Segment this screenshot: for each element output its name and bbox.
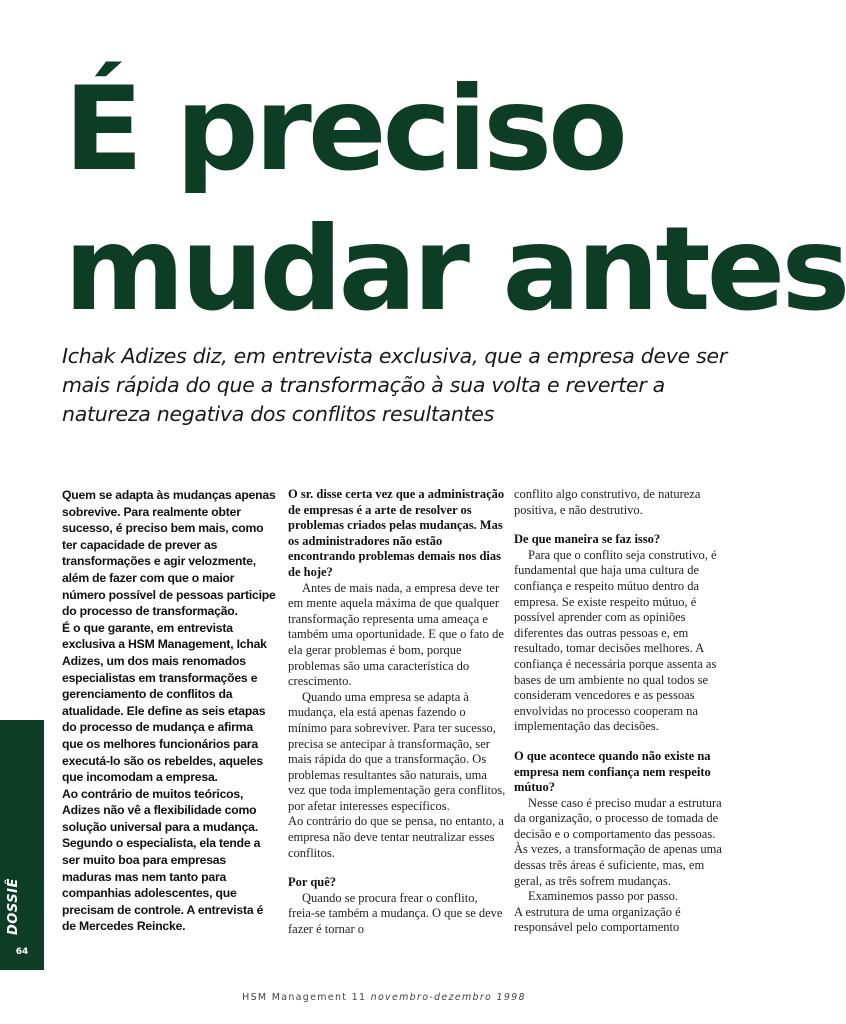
headline-line-1: É preciso: [64, 62, 624, 197]
interview-column-3: [514, 487, 732, 936]
answer-3-paragraph-1: Para que o conflito seja construtivo, é fundamental que haja uma cultura de confiança e respeito mútuo dentro da empresa. Se existe respeito mútuo, é possível aprender com as opiniões diferentes das outras pessoas e, em resultado, tomar decisões melhores. A confiança é necessária porque assenta as bases de um ambiente no qual todos se consideram vencedores e as pessoas envolvidas no processo cooperam na implementação das decisões.: [514, 547, 717, 734]
intro-paragraph-1: Quem se adapta às mudanças apenas sobrevive. Para realmente obter sucesso, é preciso bem mais, como ter capacidade de prever as transformações e agir velozmente, além de fazer com que o maior número possível de pessoas participe do processo de transformação.: [62, 488, 276, 619]
question-1: O sr. disse certa vez que a administração de empresas é a arte de resolver os problemas criados pelas mudanças. Mas os administradores não estão encontrando problemas demais nos dias de hoje?: [288, 487, 505, 579]
interview-column-2: [288, 487, 506, 938]
answer-2-continuation: conflito algo construtivo, de natureza positiva, e não destrutivo.: [514, 487, 701, 517]
answer-4-paragraph-3: A estrutura de uma organização é responsável pelo comportamento: [514, 904, 681, 935]
headline: [64, 60, 846, 340]
brand-name: HSM Management: [128, 637, 231, 652]
answer-1-paragraph-2: Quando uma empresa se adapta à mudança, ela está apenas fazendo o mínimo para sobreviver. Para ter sucesso, precisa se antecipar à transformação, ser mais rápida do que a transformação. Os problemas resultantes são naturais, uma vez que toda implementação gera conflitos, por afetar interesses específicos.: [288, 689, 506, 813]
question-2: Por quê?: [288, 875, 337, 890]
answer-2-paragraph-1: Quando se procura frear o conflito, freia-se também a mudança. O que se deve fazer é tornar o: [288, 890, 503, 937]
answer-4-paragraph-2: Examinemos passo por passo.: [528, 889, 678, 904]
question-3: De que maneira se faz isso?: [514, 532, 661, 547]
question-4: O que acontece quando não existe na empresa nem confiança nem respeito mútuo?: [514, 748, 711, 795]
footer-magazine: HSM Management 11: [242, 992, 371, 1003]
intro-column: [62, 487, 277, 935]
answer-1-paragraph-3: Ao contrário do que se pensa, no entanto, a empresa não deve tentar neutralizar esses conflitos.: [288, 814, 504, 860]
footer-date: novembro-dezembro 1998: [370, 992, 526, 1003]
answer-4-paragraph-1: Nesse caso é preciso mudar a estrutura da organização, o processo de tomada de decisão e o comportamento das pessoas. Às vezes, a transformação de apenas uma dessas três áreas é suficiente, mas, em geral, as três sofrem mudanças.: [514, 795, 722, 888]
headline-line-2: mudar antes: [64, 202, 846, 337]
intro-p2-after: , Ichak Adizes, um dos mais renomados especialistas em transformações e gerenciamento de conflitos da atualidade. Ele define as seis etapas do processo de mudança e afirma que os melhores funcionários para executá-lo são os rebeldes, aqueles que incomodam a empresa.: [62, 637, 267, 785]
footer: [0, 992, 768, 1003]
section-label: DOSSIÊ: [6, 878, 21, 935]
answer-1-paragraph-1: Antes de mais nada, a empresa deve ter em mente aquela máxima de que qualquer transformação representa uma ameaça e também uma oportunidade. E que o fato de ela gerar problemas é bom, porque problemas são uma característica do crescimento.: [288, 580, 504, 689]
intro-paragraph-2: [62, 620, 277, 786]
intro-p2-before: É o que garante, em entrevista exclusiva a: [62, 620, 233, 652]
page-number: 64: [15, 947, 29, 957]
dek-subtitle: Ichak Adizes diz, em entrevista exclusiva, que a empresa deve ser mais rápida do que a transformação à sua volta e reverter a natureza negativa dos conflitos resultantes: [62, 344, 727, 426]
intro-paragraph-3: Ao contrário de muitos teóricos, Adizes não vê a flexibilidade como solução universal para a mudança. Segundo o especialista, ela tende a ser muito boa para empresas maduras mas nem tanto para companhias adolescentes, que precisam de controle. A entrevista é de Mercedes Reincke.: [62, 786, 264, 934]
